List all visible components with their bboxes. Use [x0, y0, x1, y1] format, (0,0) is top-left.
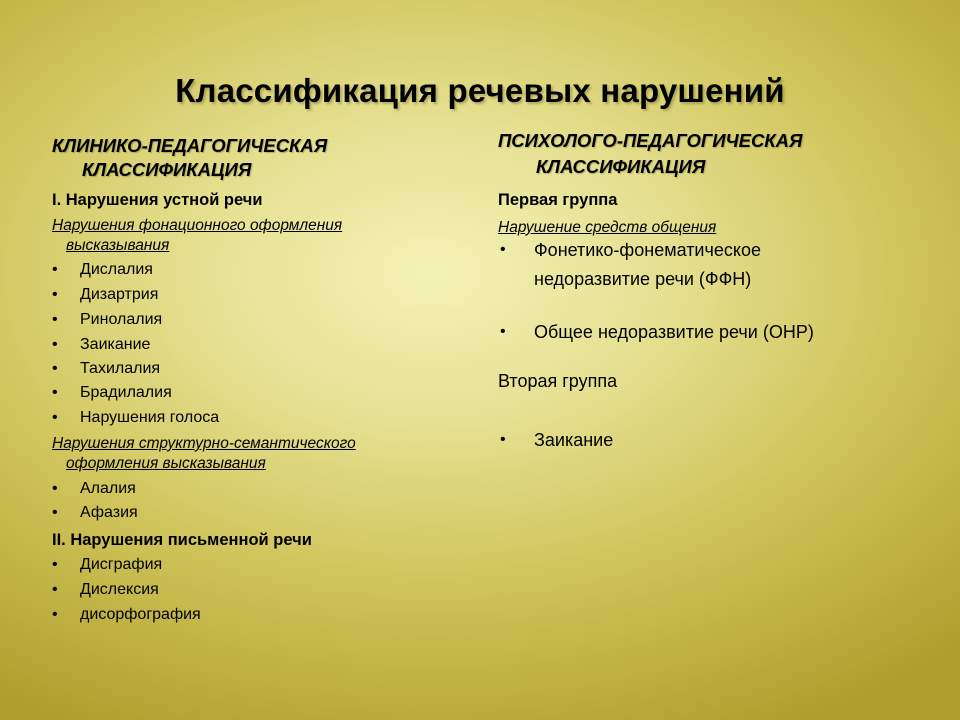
second-group-label: Вторая группа: [498, 371, 618, 391]
clinical-heading-line1: КЛИНИКО-ПЕДАГОГИЧЕСКАЯ: [52, 135, 328, 156]
psycho-heading-line1: ПСИХОЛОГО-ПЕДАГОГИЧЕСКАЯ: [498, 130, 803, 151]
structural-subheading-line1: Нарушения структурно-семантического: [52, 435, 356, 452]
first-group-subheading: Нарушение средств общения: [498, 219, 717, 236]
phonation-subheading-line2: высказывания: [66, 237, 170, 254]
psycho-heading: [498, 129, 803, 179]
list-item-continuation: недоразвитие речи (ФФН): [534, 269, 752, 289]
clinical-heading-line2: КЛАССИФИКАЦИЯ: [82, 159, 252, 180]
structural-subheading-line2: оформления высказывания: [66, 455, 266, 472]
section-written-speech: II. Нарушения письменной речи: [52, 531, 312, 549]
first-group-label: Первая группа: [498, 191, 618, 209]
clinical-heading: [52, 134, 327, 182]
phonation-subheading-line1: Нарушения фонационного оформления: [52, 217, 343, 234]
psycho-heading-line2: КЛАССИФИКАЦИЯ: [536, 156, 706, 177]
slide: Классификация речевых нарушений КЛИНИКО-ПЕДАГОГИЧЕСКАЯ КЛАССИФИКАЦИЯ I. Нарушения устной речи Нарушения фонационного оформления высказывания • Дислалия • Дизартрия • Ринолалия • Заикание • Тахилалия • Брадилалия • Нарушения голоса Нарушения структурно-семантического оформления высказывания • Алалия • Афазия II. Нарушения письменной речи • Дисграфия • Дислексия • дисорфография ПСИХОЛОГО-ПЕДАГОГИЧЕСКАЯ КЛАССИФИКАЦИЯ Первая группа Нарушение средств общения • Фонетико-фонематическое недоразвитие речи (ФФН) • Общее недоразвитие речи (ОНР) Вторая группа • Заикание: [0, 0, 960, 720]
section-oral-speech: I. Нарушения устной речи: [52, 191, 263, 209]
slide-title: Классификация речевых нарушений: [175, 72, 785, 109]
